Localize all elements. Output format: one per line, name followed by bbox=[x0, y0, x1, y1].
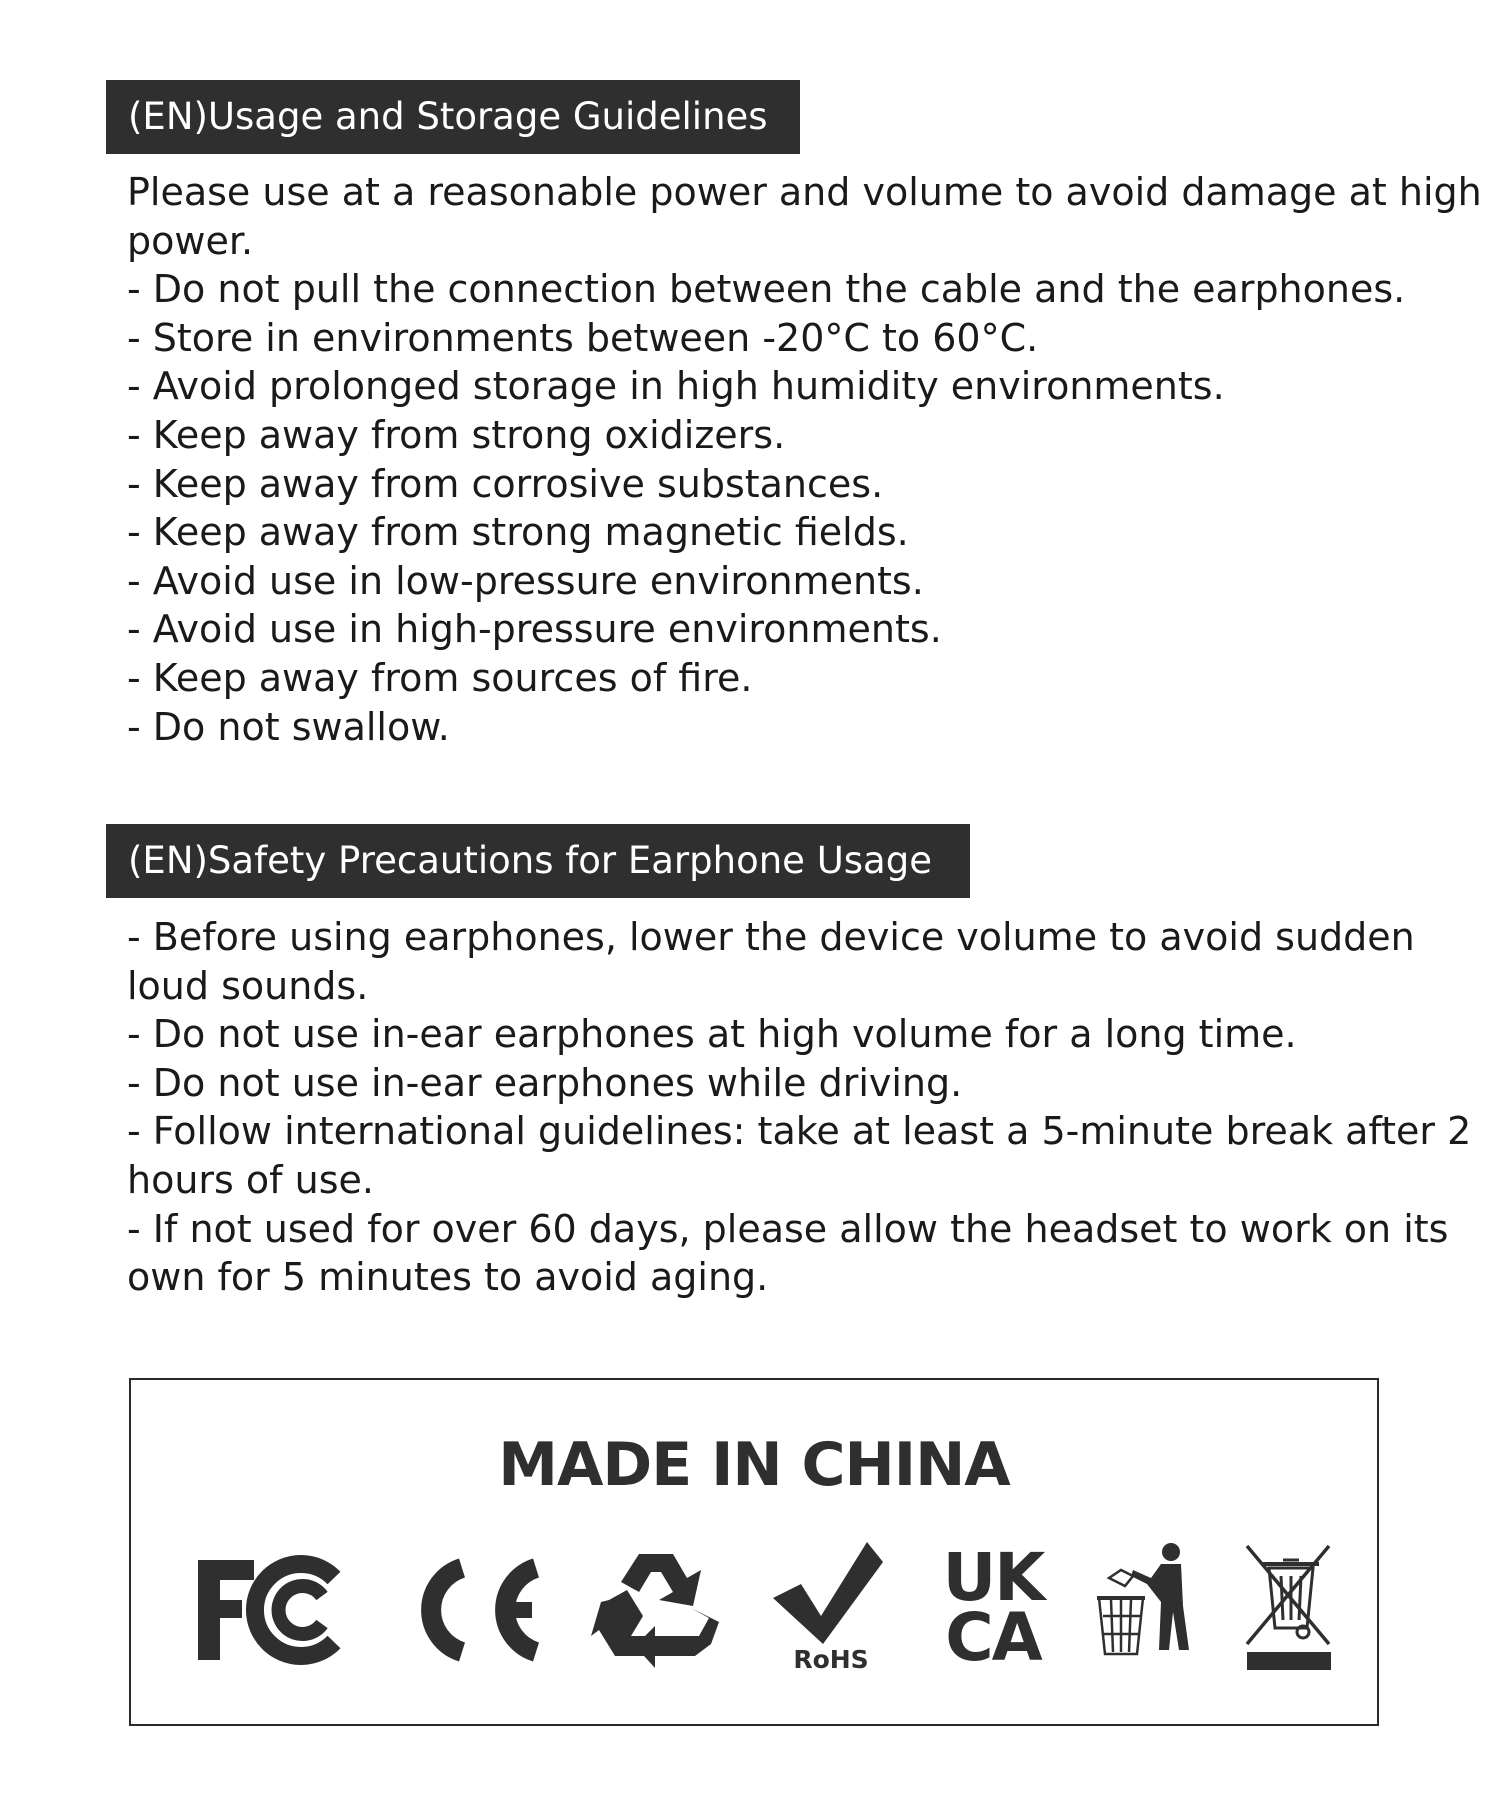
rohs-mark-icon bbox=[771, 1540, 891, 1680]
usage-line: - Keep away from sources of fire. bbox=[127, 655, 753, 700]
recycle-icon bbox=[591, 1540, 721, 1680]
ukca-top-label: UK bbox=[942, 1540, 1044, 1616]
made-in-china-label: MADE IN CHINA bbox=[498, 1430, 1010, 1500]
safety-line: - If not used for over 60 days, please allow the headset to work on its own for 5 minutes to avoid aging. bbox=[127, 1206, 1449, 1300]
usage-line: - Avoid use in low-pressure environments. bbox=[127, 558, 924, 603]
safety-line: - Do not use in-ear earphones at high volume for a long time. bbox=[127, 1012, 1297, 1057]
safety-precautions-heading: (EN)Safety Precautions for Earphone Usage bbox=[106, 824, 970, 898]
ukca-mark-icon bbox=[931, 1540, 1061, 1680]
usage-guidelines-list bbox=[127, 168, 1487, 751]
ce-mark-icon bbox=[396, 1540, 546, 1680]
certification-panel bbox=[129, 1378, 1379, 1726]
safety-line: - Follow international guidelines: take at least a 5-minute break after 2 hours of use. bbox=[127, 1109, 1472, 1202]
fcc-mark-icon bbox=[196, 1540, 346, 1680]
usage-line: - Keep away from corrosive substances. bbox=[127, 461, 884, 506]
usage-line: - Keep away from strong magnetic fields. bbox=[127, 510, 909, 555]
weee-crossed-bin-icon bbox=[1241, 1540, 1341, 1680]
certification-marks bbox=[131, 1540, 1377, 1680]
usage-line: - Keep away from strong oxidizers. bbox=[127, 412, 786, 457]
usage-guidelines-heading: (EN)Usage and Storage Guidelines bbox=[106, 80, 800, 154]
usage-line: - Avoid prolonged storage in high humidity environments. bbox=[127, 364, 1225, 409]
safety-precautions-list bbox=[127, 913, 1487, 1302]
usage-line: Please use at a reasonable power and volume to avoid damage at high power. bbox=[127, 170, 1482, 263]
tidyman-disposal-icon bbox=[1091, 1540, 1201, 1680]
usage-line: - Do not pull the connection between the cable and the earphones. bbox=[127, 267, 1406, 312]
usage-line: - Store in environments between -20°C to 60°C. bbox=[127, 315, 1039, 360]
safety-line: - Before using earphones, lower the device volume to avoid sudden loud sounds. bbox=[127, 915, 1415, 1008]
ukca-bottom-label: CA bbox=[945, 1599, 1041, 1676]
rohs-label: RoHS bbox=[793, 1645, 869, 1674]
usage-line: - Do not swallow. bbox=[127, 704, 450, 749]
usage-line: - Avoid use in high-pressure environments. bbox=[127, 607, 942, 652]
safety-line: - Do not use in-ear earphones while driving. bbox=[127, 1060, 963, 1105]
